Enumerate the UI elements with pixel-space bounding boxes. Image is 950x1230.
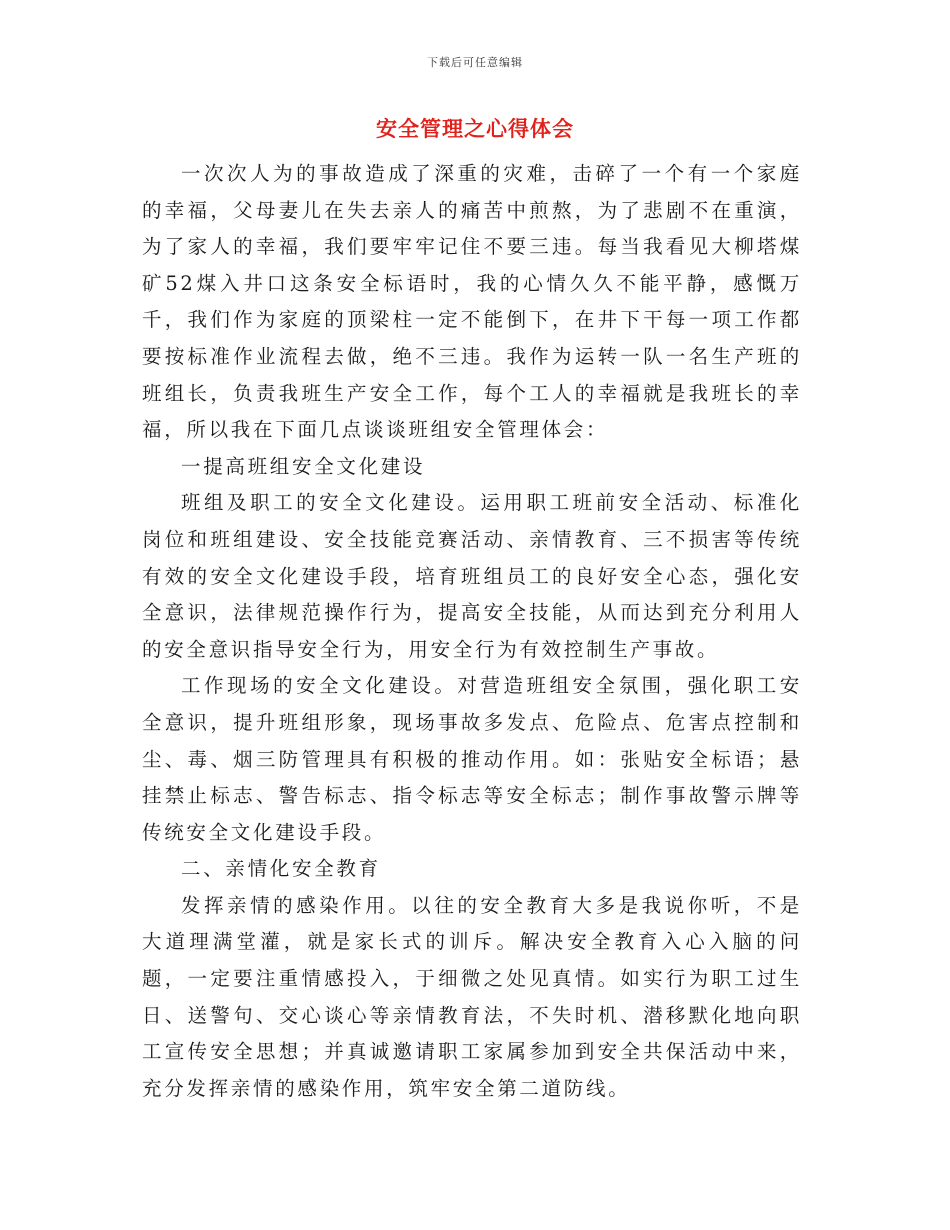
paragraph-family-education: 发挥亲情的感染作用。以往的安全教育大多是我说你听，不是大道理满堂灌，就是家长式的训斥。解决安全教育入心入脑的问题，一定要注重情感投入，于细微之处见真情。如实行为职工过生日、送警句、交心谈心等亲情教育法，不失时机、潜移默化地向职工宣传安全思想；并真诚邀请职工家属参加到安全共保活动中来，充分发挥亲情的感染作用，筑牢安全第二道防线。 (142, 893, 802, 1100)
header-note: 下载后可任意编辑 (427, 56, 523, 69)
section-heading-1: 一提高班组安全文化建设 (181, 454, 426, 478)
document-title: 安全管理之心得体会 (376, 116, 574, 141)
document-body (142, 156, 802, 1107)
section-heading-2: 二、亲情化安全教育 (181, 857, 381, 881)
paragraph-team-culture: 班组及职工的安全文化建设。运用职工班前安全活动、标准化岗位和班组建设、安全技能竞赛活动、亲情教育、三不损害等传统有效的安全文化建设手段，培育班组员工的良好安全心态，强化安全意识，法律规范操作行为，提高安全技能，从而达到充分利用人的安全意识指导安全行为，用安全行为有效控制生产事故。 (142, 491, 802, 661)
paragraph-site-culture: 工作现场的安全文化建设。对营造班组安全氛围，强化职工安全意识，提升班组形象，现场事故多发点、危险点、危害点控制和尘、毒、烟三防管理具有积极的推动作用。如：张贴安全标语；悬挂禁止标志、警告标志、指令标志等安全标志；制作事故警示牌等传统安全文化建设手段。 (142, 674, 802, 844)
paragraph-intro: 一次次人为的事故造成了深重的灾难，击碎了一个有一个家庭的幸福，父母妻儿在失去亲人的痛苦中煎熬，为了悲剧不在重演，为了家人的幸福，我们要牢牢记住不要三违。每当我看见大柳塔煤矿52煤入井口这条安全标语时，我的心情久久不能平静，感慨万千，我们作为家庭的顶梁柱一定不能倒下，在井下干每一项工作都要按标准作业流程去做，绝不三违。我作为运转一队一名生产班的班组长，负责我班生产安全工作，每个工人的幸福就是我班长的幸福，所以我在下面几点谈谈班组安全管理体会： (142, 162, 802, 442)
